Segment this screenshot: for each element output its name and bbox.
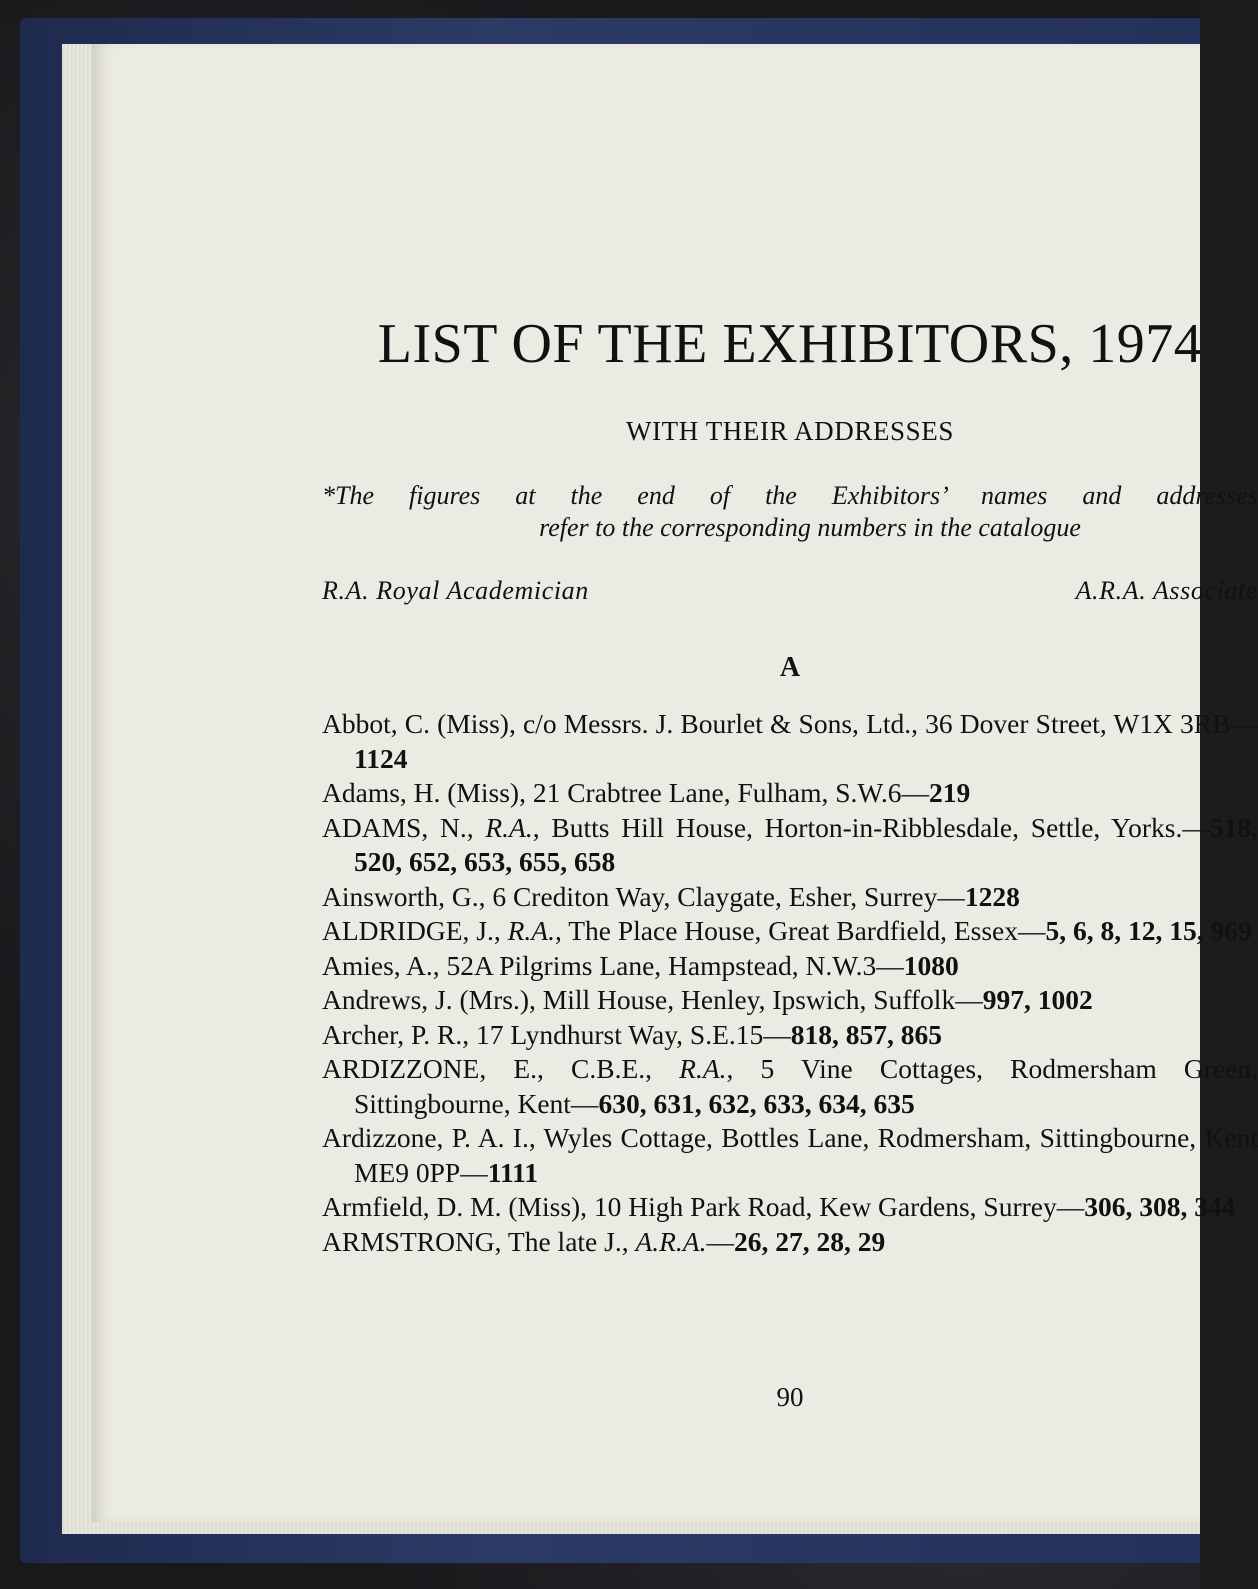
entry-text-cont: —	[706, 1225, 734, 1257]
entry-text-cont: , The Place House, Great Bardfield, Essex—	[554, 915, 1046, 946]
entry-text: Andrews, J. (Mrs.), Mill House, Henley, Ipswich, Suffolk—	[322, 984, 983, 1015]
catalogue-numbers: 997, 1002	[982, 984, 1093, 1015]
catalogue-numbers: 1111	[487, 1156, 539, 1188]
catalogue-numbers: 26, 27, 28, 29	[733, 1225, 886, 1257]
entry-text-cont: , Butts Hill House, Horton-in-Ribblesdale, Settle, Yorks.—	[532, 811, 1210, 843]
exhibitor-entry	[322, 983, 1258, 1018]
entry-rank: A.R.A.	[635, 1225, 707, 1257]
entry-text: Archer, P. R., 17 Lyndhurst Way, S.E.15—	[322, 1018, 791, 1050]
legend-associate: A.R.A. Associate	[1075, 576, 1258, 605]
entry-text: Amies, A., 52A Pilgrims Lane, Hampstead, N.W.3—	[322, 949, 904, 981]
entry-text: ALDRIDGE, J.,	[322, 915, 508, 946]
entry-rank: R.A.	[507, 915, 555, 946]
exhibitor-entry	[322, 949, 1258, 984]
entry-text: Adams, H. (Miss), 21 Crabtree Lane, Fulham, S.W.6—	[322, 777, 929, 808]
entry-text: Ainsworth, G., 6 Crediton Way, Claygate, Esher, Surrey—	[322, 880, 965, 912]
book-page	[92, 44, 1258, 1522]
entry-text: ARMSTRONG, The late J.,	[322, 1225, 636, 1257]
footnote-explanation	[322, 480, 1258, 544]
catalogue-numbers: 818, 857, 865	[790, 1018, 942, 1050]
exhibitor-entry	[322, 707, 1258, 776]
entry-rank: R.A.	[679, 1053, 727, 1084]
entry-text: ADAMS, N.,	[322, 811, 486, 843]
entry-text: Ardizzone, P. A. I., Wyles Cottage, Bottles Lane, Rodmersham, Sittingbourne, Kent ME9 0PP—	[322, 1122, 1258, 1188]
page-title: LIST OF THE EXHIBITORS, 1974	[377, 313, 1203, 375]
entry-text: Armfield, D. M. (Miss), 10 High Park Road, Kew Gardens, Surrey—	[322, 1191, 1085, 1222]
exhibitor-entry	[322, 1052, 1258, 1121]
catalogue-numbers: 306, 308, 344	[1084, 1191, 1236, 1222]
exhibitor-entry	[322, 1225, 1258, 1260]
catalogue-numbers: 630, 631, 632, 633, 634, 635	[598, 1087, 915, 1119]
abbreviation-legend	[322, 576, 1258, 606]
entry-rank: R.A.	[485, 811, 533, 843]
exhibitor-entry	[322, 811, 1258, 880]
catalogue-numbers: 1080	[903, 949, 959, 981]
entry-text: Abbot, C. (Miss), c/o Messrs. J. Bourlet & Sons, Ltd., 36 Dover Street, W1X 3RB—	[322, 708, 1258, 739]
exhibitor-entry	[322, 776, 1258, 811]
section-letter-heading: A	[779, 652, 801, 683]
catalogue-numbers: 5, 6, 8, 12, 15, 969	[1045, 915, 1252, 946]
entry-text: ARDIZZONE, E., C.B.E.,	[322, 1053, 680, 1084]
catalogue-numbers: 219	[928, 777, 971, 808]
note-line-1: *The figures at the end of the Exhibitors’ names and addresses	[322, 481, 1258, 510]
exhibitor-list	[322, 707, 1258, 1259]
exhibitor-entry	[322, 880, 1258, 915]
note-line-2: refer to the corresponding numbers in the catalogue	[539, 513, 1081, 542]
page-number: 90	[776, 1382, 804, 1412]
catalogue-numbers: 1228	[964, 880, 1020, 912]
catalogue-numbers: 518, 520, 652, 653, 655, 658	[354, 811, 1258, 877]
entry-text-cont: , 5 Vine Cottages, Rodmersham Green, Sittingbourne, Kent—	[354, 1053, 1258, 1119]
exhibitor-entry	[322, 914, 1258, 949]
exhibitor-entry	[322, 1018, 1258, 1053]
legend-royal-academician: R.A. Royal Academician	[322, 576, 589, 605]
catalogue-numbers: 1124	[354, 742, 408, 774]
exhibitor-entry	[322, 1190, 1258, 1225]
page-subtitle: WITH THEIR ADDRESSES	[625, 416, 954, 446]
exhibitor-entry	[322, 1121, 1258, 1190]
